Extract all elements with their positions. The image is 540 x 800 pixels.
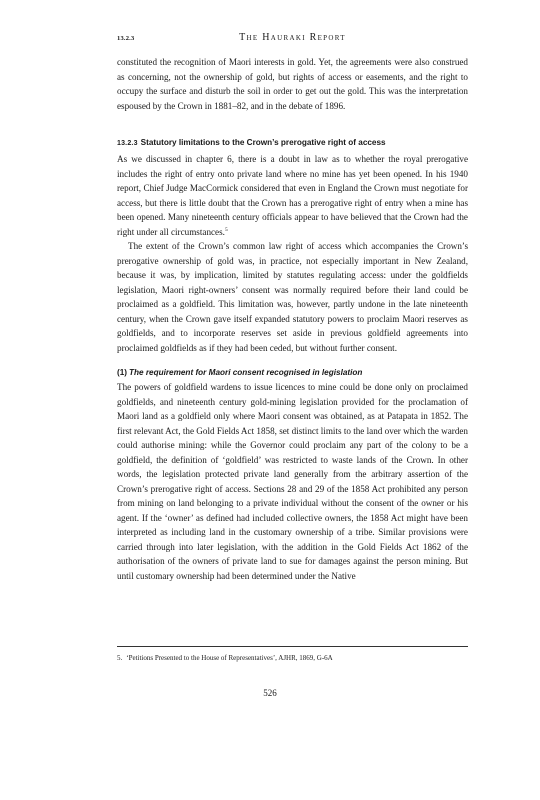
footnote-text: ‘Petitions Presented to the House of Representatives’, AJHR, 1869, G-6A (126, 654, 333, 662)
section-heading-title: Statutory limitations to the Crown’s prerogative right of access (140, 138, 386, 147)
section-heading (117, 137, 468, 150)
subheading-number: (1) (117, 368, 128, 377)
running-head-section-number: 13.2.3 (117, 35, 135, 42)
footnote-divider (117, 646, 468, 647)
sub-paragraph: The powers of goldfield wardens to issue licences to mine could be done only on proclaimed goldfields, and nineteenth century gold-mining legislation provided for the proclamation of Maori land as a goldfield only where Maori consent was obtained, as at Patapata in 1852. The first relevant Act, the Gold Fields Act 1858, set distinct limits to the land over which the warden could authorise mining: while the Governor could proclaim any part of the colony to be a goldfield, the definition of ‘goldfield’ was restricted to waste lands of the Crown. In other words, the legislation protected private land generally from the arbitrary assertion of the Crown’s prerogative right of access. Sections 28 and 29 of the 1858 Act prohibited any person from mining on land belonging to a private individual without the consent of the owner or his agent. If the ‘owner’ as defined had included collective owners, the 1858 Act might have been interpreted as including land in the customary ownership of a tribe. Similar provisions were carried through into later legislation, with the addition in the Gold Fields Act 1862 of the authorisation of the owners of private land to sue for damages against the person mining. But until customary ownership had been determined under the Native (117, 382, 468, 581)
page-number: 526 (263, 688, 277, 698)
subheading (117, 367, 468, 379)
section-paragraph-2: The extent of the Crown’s common law right of access which accompanies the Crown’s prerogative ownership of gold was, in practice, not especially important in New Zealand, because it was, by implication, limited by statutes regulating access: under the goldfields legislation, Maori right-owners’ consent was normally required before their land could be proclaimed as a goldfield. This limitation was, however, partly undone in the late nineteenth century, when the Crown gave itself expanded statutory powers to proclaim Maori reserves as goldfields, and to incorporate reserves set aside in previous goldfield agreements into proclaimed goldfields as if they had been ceded, but without further consent. (117, 241, 468, 353)
paragraph-continuation: constituted the recognition of Maori interests in gold. Yet, the agreements were also construed as concerning, not the ownership of gold, but rights of access or easements, and the right to occupy the surface and disturb the soil in order to get out the gold. This was the interpretation espoused by the Crown in 1881–82, and in the debate of 1896. (117, 57, 468, 111)
subheading-title: The requirement for Maori consent recognised in legislation (129, 368, 363, 377)
section-heading-number: 13.2.3 (117, 140, 138, 147)
section-paragraph-1-text: As we discussed in chapter 6, there is a doubt in law as to whether the royal prerogative includes the right of entry onto private land where no mine has yet been opened. In his 1940 report, Chief Judge MacCormick considered that even in England the Crown must negotiate for access, but there is little doubt that the Crown has a prerogative right of entry when a mine has been opened. Many nineteenth century officials appear to have believed that the Crown had the right under all circumstances. (117, 154, 468, 237)
footnote (117, 653, 468, 663)
footnote-reference[interactable]: 5 (224, 226, 228, 233)
body-text (117, 55, 468, 583)
section-paragraph-1 (117, 152, 468, 239)
footnote-number: 5. (117, 654, 123, 662)
running-head (117, 32, 468, 46)
running-head-title: The Hauraki Report (239, 32, 346, 43)
